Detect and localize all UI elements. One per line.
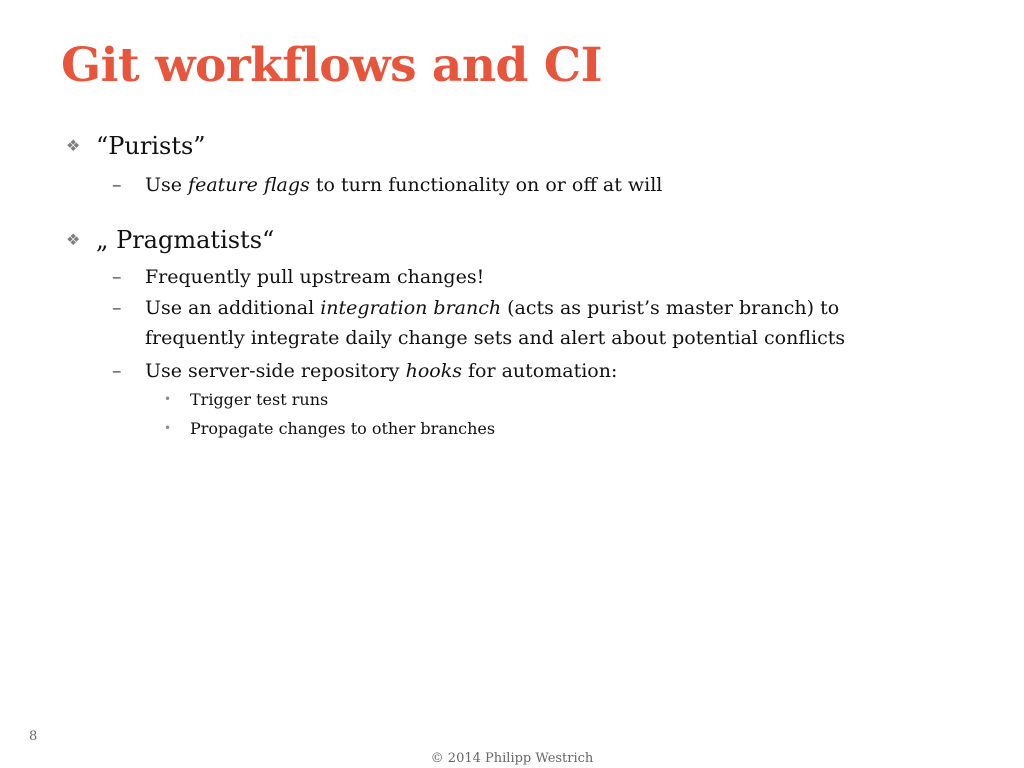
dash-bullet-icon: – — [112, 266, 122, 288]
pragmatists-item-integration-branch — [112, 293, 912, 353]
purists-heading: “Purists” — [96, 132, 206, 160]
diamond-bullet-icon: ❖ — [66, 230, 81, 249]
dash-bullet-icon: – — [112, 174, 122, 196]
list-item-text: Use server-side repository hooks for automation: — [145, 360, 618, 382]
list-item-text: Use an additional integration branch (acts as purist’s master branch) to frequently integrate daily change sets and alert about potential conflicts — [145, 297, 846, 349]
pragmatists-heading: „ Pragmatists“ — [96, 226, 275, 254]
dot-bullet-icon: • — [164, 421, 172, 435]
slide-title: Git workflows and CI — [61, 38, 603, 93]
bullet-pragmatists — [66, 226, 274, 254]
footer-copyright: © 2014 Philipp Westrich — [430, 751, 594, 766]
dash-bullet-icon: – — [112, 360, 122, 382]
diamond-bullet-icon: ❖ — [66, 136, 81, 155]
slide-number: 8 — [29, 729, 38, 744]
list-item-text: Frequently pull upstream changes! — [145, 266, 485, 288]
subitem-text: Trigger test runs — [190, 390, 329, 409]
pragmatists-item-hooks — [112, 356, 912, 386]
subitem-trigger-test-runs — [164, 390, 328, 409]
dot-bullet-icon: • — [164, 392, 172, 406]
bullet-purists — [66, 132, 206, 160]
subitem-propagate-changes — [164, 419, 495, 438]
purists-item-feature-flags — [112, 170, 912, 200]
dash-bullet-icon: – — [112, 297, 122, 319]
subitem-text: Propagate changes to other branches — [190, 419, 496, 438]
list-item-text: Use feature flags to turn functionality on or off at will — [145, 174, 663, 196]
pragmatists-item-pull-upstream — [112, 262, 912, 292]
